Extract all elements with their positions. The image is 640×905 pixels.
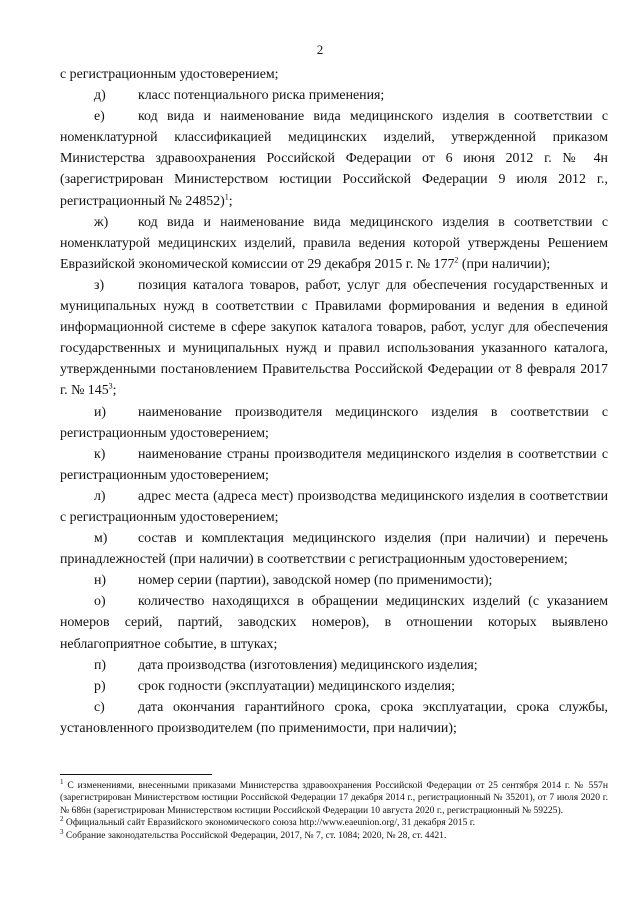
list-item-d bbox=[60, 85, 608, 106]
list-item-e bbox=[60, 106, 608, 211]
footnote-number: 3 bbox=[60, 827, 64, 836]
footnote-ref-1: 1 bbox=[224, 191, 229, 201]
item-text: номер серии (партии), заводской номер (по применимости); bbox=[138, 573, 493, 589]
list-item-m bbox=[60, 528, 608, 570]
item-marker: н) bbox=[94, 573, 107, 589]
item-text: наименование страны производителя медицинского изделия в соответствии с регистрационным удостоверением; bbox=[60, 446, 608, 483]
paragraph-intro: с регистрационным удостоверением; bbox=[60, 67, 279, 82]
item-text: количество находящихся в обращении медицинских изделий (с указанием номеров серий, партий, заводских номеров), в отношении которых выявлено неблагоприятное событие, в штуках; bbox=[60, 594, 608, 652]
item-marker: д) bbox=[94, 88, 106, 104]
item-text: срок годности (эксплуатации) медицинского изделия; bbox=[138, 678, 456, 694]
list-item-i bbox=[60, 402, 608, 444]
footnote-text: С изменениями, внесенными приказами Министерства здравоохранения Российской Федерации от 25 сентября 2014 г. № 557н (зарегистрирован Министерством юстиции Российской Федерации 17 декабря 2014 г., регистрационный № 35201), от 7 июля 2020 г. № 686н (зарегистрирован Министерством юстиции Российской Федерации 10 августа 2020 г., регистрационный № 59225). bbox=[60, 780, 608, 816]
document-body bbox=[60, 64, 608, 739]
item-marker: и) bbox=[94, 404, 107, 420]
list-item-z bbox=[60, 275, 608, 402]
list-item-l bbox=[60, 486, 608, 528]
item-text: дата окончания гарантийного срока, срока эксплуатации, срока службы, установленного производителем (по применимости, при наличии); bbox=[60, 699, 608, 736]
item-end: (при наличии); bbox=[458, 256, 551, 272]
footnote-number: 2 bbox=[60, 815, 64, 824]
footnote-ref-2: 2 bbox=[454, 255, 459, 265]
item-end: ; bbox=[228, 193, 233, 209]
list-item-k bbox=[60, 444, 608, 486]
item-marker: з) bbox=[94, 277, 105, 293]
item-text: состав и комплектация медицинского изделия (при наличии) и перечень принадлежностей (при наличии) в соответствии с регистрационным удостоверением; bbox=[60, 531, 608, 568]
footnote-3 bbox=[60, 827, 608, 842]
footnote-2 bbox=[60, 817, 608, 829]
item-text: позиция каталога товаров, работ, услуг для обеспечения государственных и муниципальных нужд в соответствии с Правилами формирования и ведения в единой информационной системе в сфере закупок каталога товаров, работ, услуг для обеспечения государственных и муниципальных нужд и правил использования указанного каталога, утвержденными постановлением Правительства Российской Федерации от 8 февраля 2017 г. № 145 bbox=[60, 277, 608, 399]
item-marker: к) bbox=[94, 446, 106, 462]
item-text: код вида и наименование вида медицинского изделия в соответствии с номенклатурой медицинских изделий, правила ведения которой утверждены Решением Евразийской экономической комиссии от 29 декабря 2015 г. № 177 bbox=[60, 214, 608, 272]
list-item-o bbox=[60, 591, 608, 654]
item-marker: л) bbox=[94, 488, 106, 504]
list-item-r bbox=[60, 676, 608, 697]
item-text: адрес места (адреса мест) производства медицинского изделия в соответствии с регистрационным удостоверением; bbox=[60, 488, 608, 525]
item-marker: с) bbox=[94, 699, 105, 715]
item-marker: ж) bbox=[94, 214, 109, 230]
item-text: наименование производителя медицинского изделия в соответствии с регистрационным удостоверением; bbox=[60, 404, 608, 441]
footnote-text: Официальный сайт Евразийского экономического союза http://www.eaeunion.org/, 31 декабря 2015 г. bbox=[65, 817, 476, 829]
list-item-n bbox=[60, 570, 608, 591]
item-marker: р) bbox=[94, 678, 106, 694]
list-item-s bbox=[60, 697, 608, 739]
footnote-number: 1 bbox=[60, 777, 64, 786]
item-marker: м) bbox=[94, 531, 108, 547]
item-end: ; bbox=[112, 383, 117, 399]
footnote-separator bbox=[60, 774, 212, 775]
list-item-p bbox=[60, 655, 608, 676]
footnote-1 bbox=[60, 777, 608, 817]
item-text: код вида и наименование вида медицинского изделия в соответствии с номенклатурной классификацией медицинских изделий, утвержденной приказом Министерства здравоохранения Российской Федерации от 6 июня 2012 г. № 4н (зарегистрирован Министерством юстиции Российской Федерации 9 июля 2012 г., регистрационный № 24852) bbox=[60, 109, 608, 209]
item-marker: о) bbox=[94, 594, 106, 610]
footnote-text: Собрание законодательства Российской Федерации, 2017, № 7, ст. 1084; 2020, № 28, ст. 4421. bbox=[65, 829, 447, 841]
item-text: класс потенциального риска применения; bbox=[138, 88, 385, 104]
page-number: 2 bbox=[316, 42, 324, 57]
list-item-zh bbox=[60, 212, 608, 275]
item-marker: е) bbox=[94, 109, 105, 125]
item-marker: п) bbox=[94, 657, 107, 673]
item-text: дата производства (изготовления) медицинского изделия; bbox=[138, 657, 478, 673]
footnote-ref-3: 3 bbox=[108, 381, 113, 391]
footnotes bbox=[60, 777, 608, 842]
